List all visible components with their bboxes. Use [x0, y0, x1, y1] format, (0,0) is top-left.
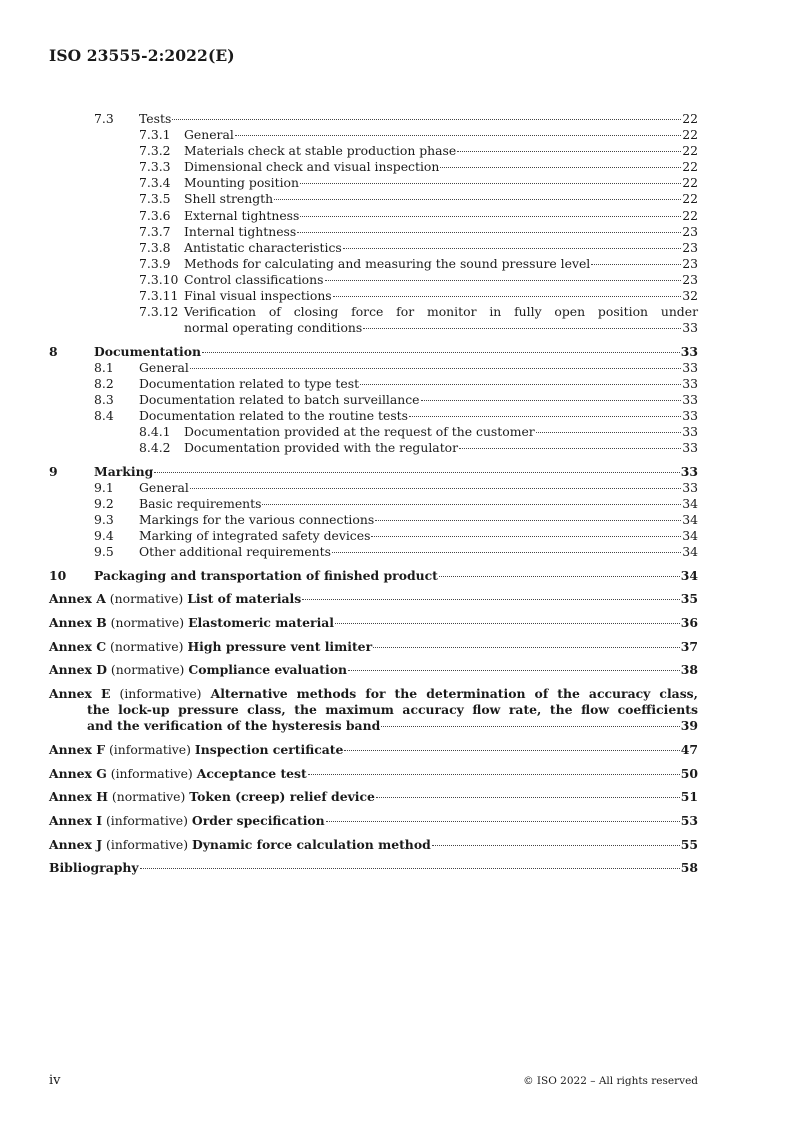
toc-entry[interactable]: 9.2 Basic requirements 34 [94, 495, 698, 511]
dot-leader [333, 296, 681, 297]
dot-leader [190, 488, 681, 489]
toc-entry[interactable]: 8.1 General 33 [94, 359, 698, 375]
toc-entry[interactable]: 7.3.6 External tightness 22 [139, 207, 698, 223]
toc-annex-d[interactable]: Annex D (normative) Compliance evaluation 38 [49, 662, 698, 678]
toc-entry[interactable]: 7.3.3 Dimensional check and visual inspection 22 [139, 159, 698, 175]
toc-bibliography[interactable]: Bibliography 58 [49, 860, 698, 876]
toc-entry[interactable]: 7.3.7 Internal tightness 23 [139, 223, 698, 239]
dot-leader [373, 647, 680, 648]
toc-annex-c[interactable]: Annex C (normative) High pressure vent limiter 37 [49, 638, 698, 654]
dot-leader [274, 199, 681, 200]
toc-entry[interactable]: 9.5 Other additional requirements 34 [94, 544, 698, 560]
dot-leader [360, 384, 681, 385]
dot-leader [262, 504, 681, 505]
toc-entry-9[interactable]: 9 Marking 33 [49, 463, 698, 479]
toc-entry[interactable]: 9.1 General 33 [94, 479, 698, 495]
table-of-contents [49, 111, 698, 877]
dot-leader [440, 167, 681, 168]
dot-leader [375, 520, 681, 521]
dot-leader [457, 151, 681, 152]
toc-entry[interactable]: 8.4.2 Documentation provided with the regulator 33 [139, 440, 698, 456]
toc-entry[interactable]: 7.3.4 Mounting position 22 [139, 175, 698, 191]
copyright-notice: © ISO 2022 – All rights reserved [523, 1075, 698, 1087]
page-number: iv [49, 1073, 61, 1088]
toc-entry-8[interactable]: 8 Documentation 33 [49, 343, 698, 359]
toc-entry[interactable]: 7.3.10 Control classifications 23 [139, 271, 698, 287]
dot-leader [536, 432, 681, 433]
toc-entry[interactable]: 7.3.1 General 22 [139, 127, 698, 143]
dot-leader [376, 797, 680, 798]
dot-leader [308, 774, 680, 775]
toc-entry[interactable]: 8.2 Documentation related to type test 33 [94, 375, 698, 391]
dot-leader [300, 216, 681, 217]
toc-entry[interactable]: 8.3 Documentation related to batch surveillance 33 [94, 391, 698, 407]
dot-leader [300, 183, 681, 184]
dot-leader [459, 448, 681, 449]
toc-entry-10[interactable]: 10 Packaging and transportation of finished product 34 [49, 567, 698, 583]
toc-annex-i[interactable]: Annex I (informative) Order specification 53 [49, 813, 698, 829]
dot-leader [172, 119, 681, 120]
dot-leader [343, 248, 681, 249]
dot-leader [297, 232, 681, 233]
dot-leader [302, 599, 680, 600]
dot-leader [381, 726, 680, 727]
dot-leader [432, 845, 680, 846]
toc-annex-e[interactable]: Annex E (informative) Alternative methods for the determination of the accuracy class, the lock-up pressure class, the maximum accuracy flow rate, the flow coefficients and the verification of the hysteresis band 39 [49, 686, 698, 734]
toc-entry[interactable]: 8.4 Documentation related to the routine tests 33 [94, 408, 698, 424]
dot-leader [335, 623, 680, 624]
toc-annex-g[interactable]: Annex G (informative) Acceptance test 50 [49, 765, 698, 781]
dot-leader [235, 135, 681, 136]
dot-leader [363, 328, 681, 329]
dot-leader [371, 536, 681, 537]
toc-entry[interactable]: 7.3.9 Methods for calculating and measuring the sound pressure level 23 [139, 255, 698, 271]
toc-annex-f[interactable]: Annex F (informative) Inspection certificate 47 [49, 742, 698, 758]
dot-leader [140, 868, 680, 869]
toc-entry[interactable]: 9.4 Marking of integrated safety devices 34 [94, 528, 698, 544]
toc-entry[interactable]: 7.3.11 Final visual inspections 32 [139, 288, 698, 304]
toc-entry[interactable]: 8.4.1 Documentation provided at the request of the customer 33 [139, 424, 698, 440]
toc-entry[interactable]: 9.3 Markings for the various connections 34 [94, 512, 698, 528]
toc-entry-7-3[interactable]: 7.3 Tests 22 [94, 111, 698, 126]
toc-annex-b[interactable]: Annex B (normative) Elastomeric material 36 [49, 615, 698, 631]
dot-leader [332, 552, 681, 553]
toc-annex-h[interactable]: Annex H (normative) Token (creep) relief device 51 [49, 789, 698, 805]
dot-leader [190, 368, 681, 369]
dot-leader [409, 416, 681, 417]
toc-entry[interactable]: 7.3.8 Antistatic characteristics 23 [139, 239, 698, 255]
toc-annex-a[interactable]: Annex A (normative) List of materials 35 [49, 591, 698, 607]
dot-leader [154, 472, 680, 473]
dot-leader [326, 821, 680, 822]
dot-leader [344, 750, 679, 751]
toc-entry[interactable]: 7.3.2 Materials check at stable production phase 22 [139, 143, 698, 159]
dot-leader [591, 264, 681, 265]
toc-annex-j[interactable]: Annex J (informative) Dynamic force calculation method 55 [49, 836, 698, 852]
toc-entry[interactable]: 7.3.5 Shell strength 22 [139, 191, 698, 207]
toc-entry-7-3-12[interactable]: 7.3.12 Verification of closing force for monitor in fully open position under normal operating conditions 33 [139, 304, 698, 336]
dot-leader [421, 400, 681, 401]
document-id: ISO 23555-2:2022(E) [49, 46, 235, 65]
dot-leader [202, 352, 680, 353]
dot-leader [325, 280, 682, 281]
dot-leader [439, 576, 680, 577]
dot-leader [348, 670, 680, 671]
